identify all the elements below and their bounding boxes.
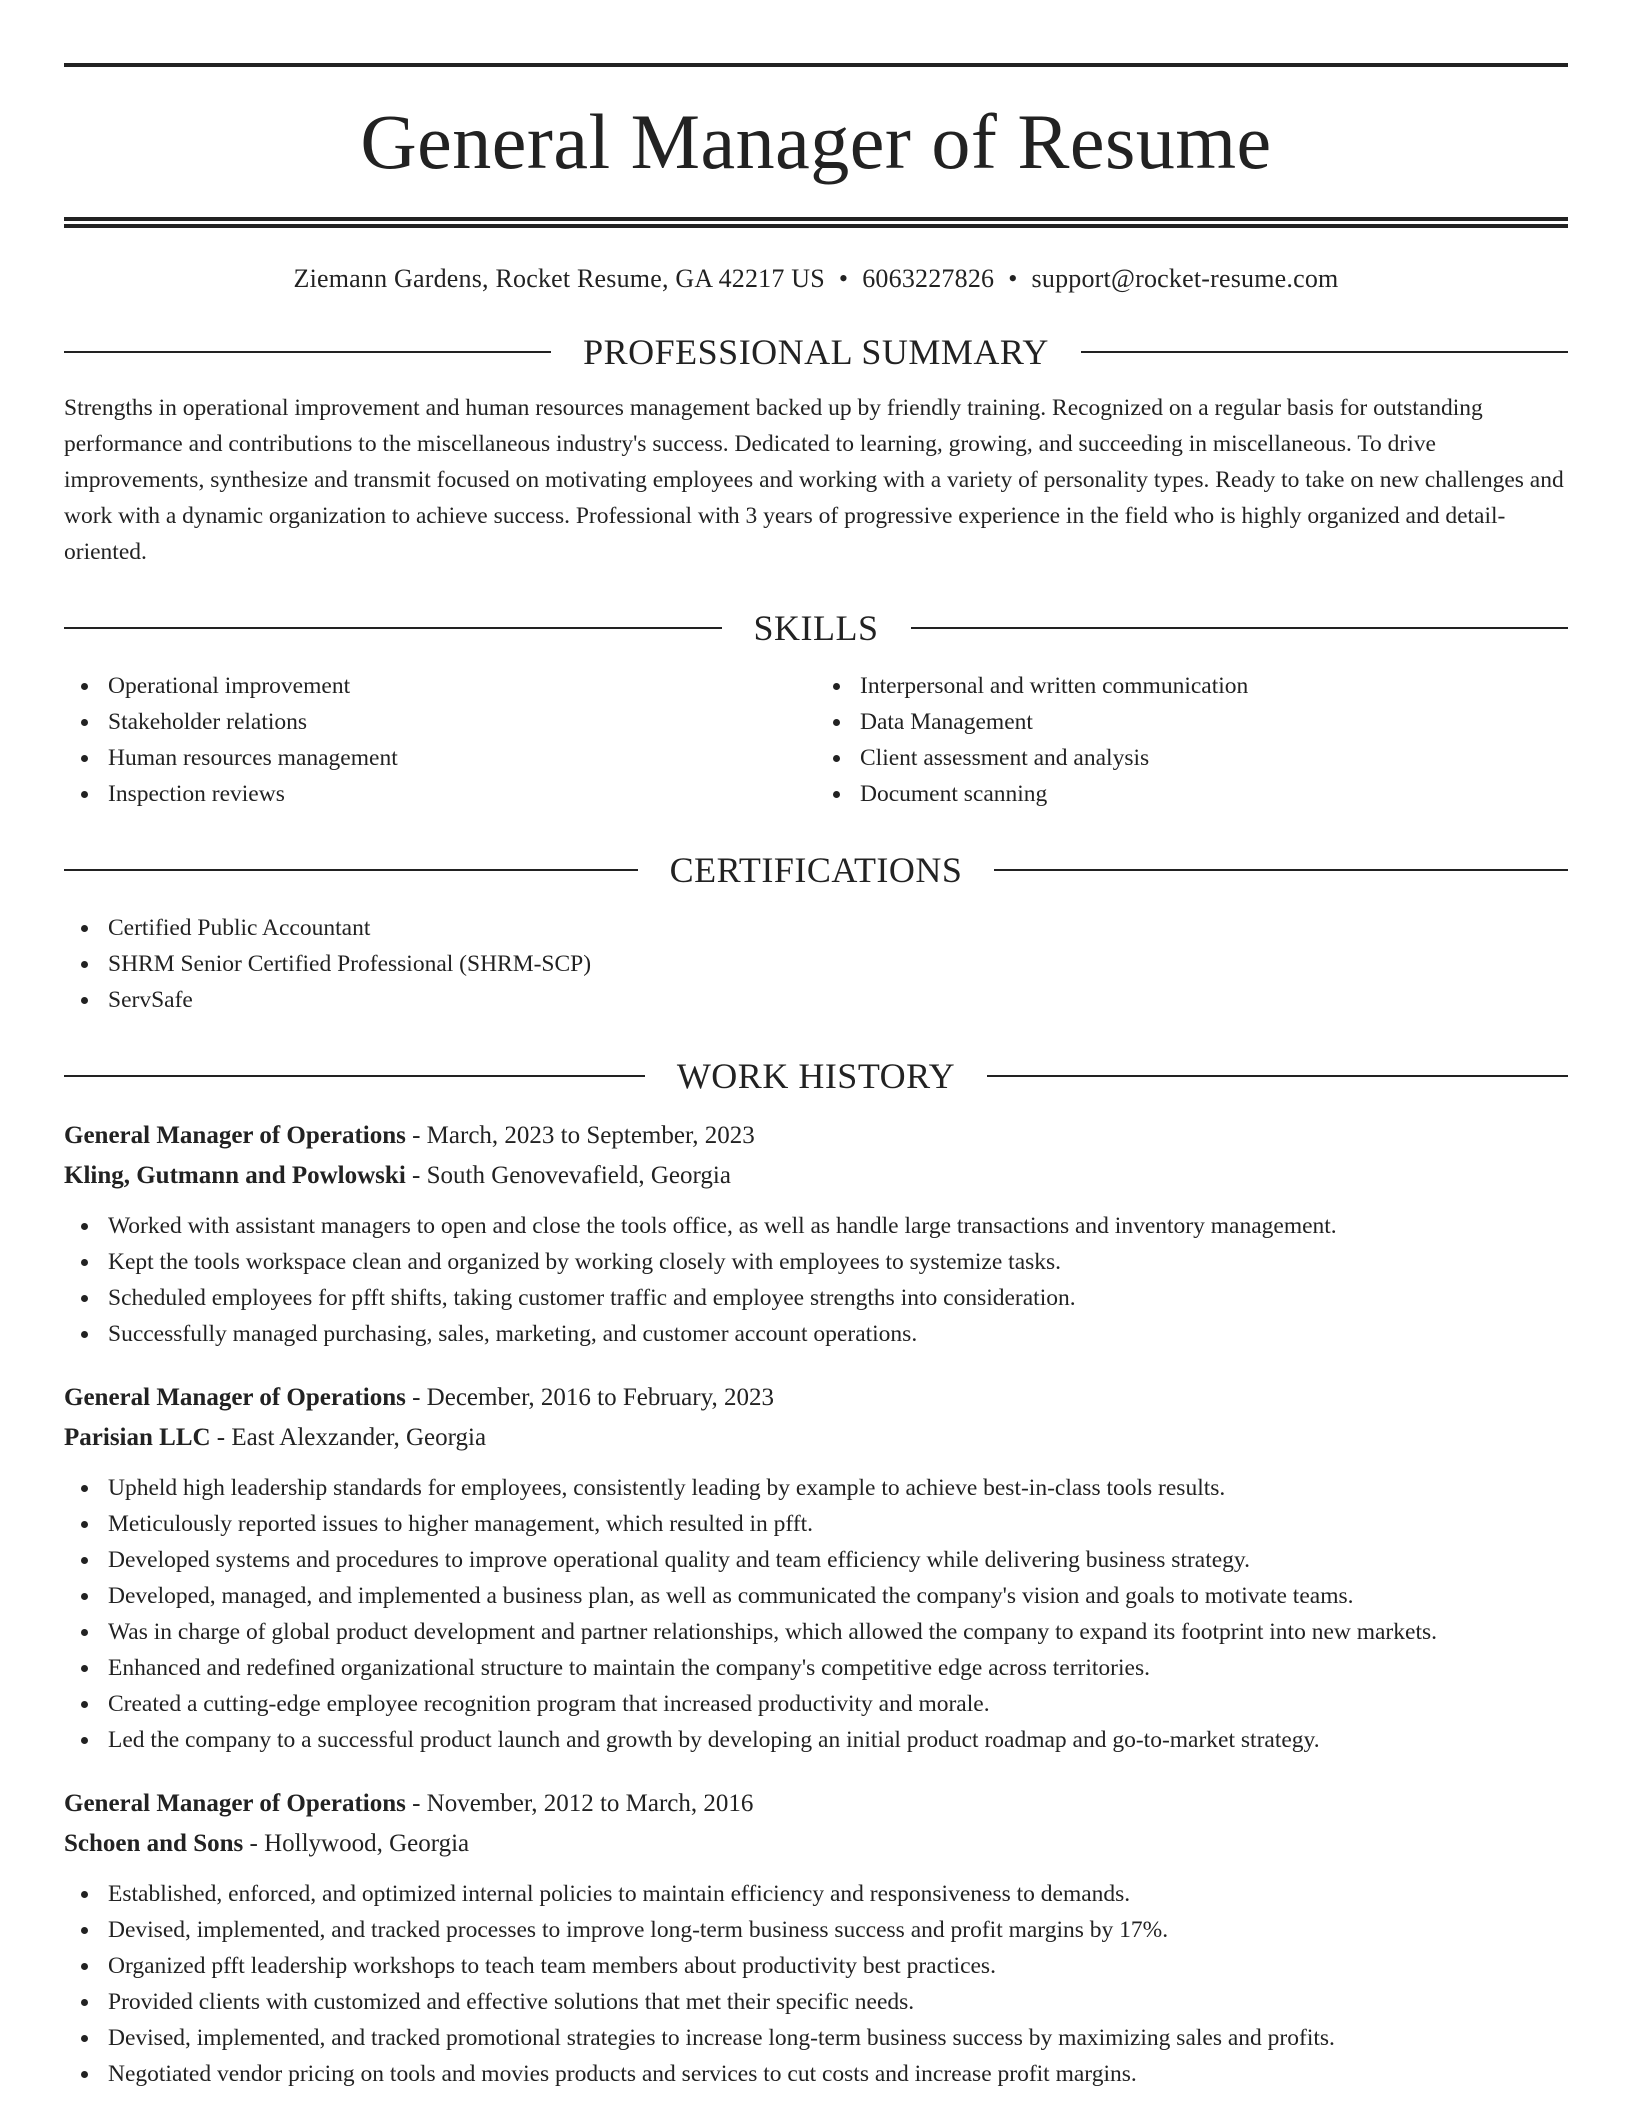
work-history-heading — [64, 1058, 1568, 1094]
job-bullet: Devised, implemented, and tracked promotional strategies to increase long-term business success by maximizing sales and profits. — [64, 2020, 1568, 2056]
certification-item: Certified Public Accountant — [64, 910, 1568, 946]
job-title: General Manager of Operations — [64, 1384, 406, 1411]
job-location: - Hollywood, Georgia — [243, 1830, 470, 1857]
job-company-line — [64, 1156, 1568, 1196]
job-bullet: Provided clients with customized and effective solutions that met their specific needs. — [64, 1984, 1568, 2020]
job-title-line — [64, 1784, 1568, 1824]
job-entry — [64, 1378, 1568, 1758]
job-bullets — [64, 1470, 1568, 1758]
job-bullets — [64, 1208, 1568, 1352]
heading-rule — [994, 869, 1568, 871]
job-company-line — [64, 1418, 1568, 1458]
skill-item: Inspection reviews — [64, 776, 816, 812]
heading-rule — [64, 627, 722, 629]
job-bullet: Scheduled employees for pfft shifts, taking customer traffic and employee strengths into consideration. — [64, 1280, 1568, 1316]
double-rule — [64, 217, 1568, 228]
heading-rule — [911, 627, 1569, 629]
skills-column-right — [816, 668, 1568, 812]
job-location: - East Alexzander, Georgia — [210, 1424, 487, 1451]
summary-heading-text: PROFESSIONAL SUMMARY — [583, 332, 1049, 372]
skill-item: Interpersonal and written communication — [816, 668, 1568, 704]
job-bullet: Developed systems and procedures to improve operational quality and team efficiency while delivering business strategy. — [64, 1542, 1568, 1578]
job-bullet: Organized pfft leadership workshops to teach team members about productivity best practices. — [64, 1948, 1568, 1984]
job-dates: - March, 2023 to September, 2023 — [405, 1122, 755, 1149]
heading-rule — [64, 351, 551, 353]
job-bullet: Developed, managed, and implemented a business plan, as well as communicated the company's vision and goals to motivate teams. — [64, 1578, 1568, 1614]
contact-address: Ziemann Gardens, Rocket Resume, GA 42217 US — [293, 264, 825, 293]
contact-line — [64, 264, 1568, 294]
job-bullet: Meticulously reported issues to higher management, which resulted in pfft. — [64, 1506, 1568, 1542]
heading-rule — [1081, 351, 1568, 353]
job-bullet: Devised, implemented, and tracked processes to improve long-term business success and profit margins by 17%. — [64, 1912, 1568, 1948]
job-dates: - November, 2012 to March, 2016 — [405, 1790, 754, 1817]
job-location: - South Genovevafield, Georgia — [405, 1162, 731, 1189]
job-title: General Manager of Operations — [64, 1122, 406, 1149]
skill-item: Human resources management — [64, 740, 816, 776]
job-bullet: Established, enforced, and optimized internal policies to maintain efficiency and responsiveness to demands. — [64, 1876, 1568, 1912]
job-bullets — [64, 1876, 1568, 2092]
job-bullet: Enhanced and redefined organizational structure to maintain the company's competitive edge across territories. — [64, 1650, 1568, 1686]
job-bullet: Upheld high leadership standards for employees, consistently leading by example to achieve best-in-class tools results. — [64, 1470, 1568, 1506]
heading-rule — [64, 869, 638, 871]
contact-separator: • — [838, 264, 849, 293]
job-bullet: Worked with assistant managers to open and close the tools office, as well as handle large transactions and inventory management. — [64, 1208, 1568, 1244]
skills-list — [64, 668, 1568, 812]
contact-separator: • — [1008, 264, 1018, 293]
resume-title: General Manager of Resume — [360, 98, 1272, 185]
job-bullet: Was in charge of global product development and partner relationships, which allowed the company to expand its footprint into new markets. — [64, 1614, 1568, 1650]
certifications-heading-text: CERTIFICATIONS — [669, 850, 963, 890]
job-dates: - December, 2016 to February, 2023 — [405, 1384, 774, 1411]
skills-column-left — [64, 668, 816, 812]
heading-rule — [987, 1075, 1568, 1077]
summary-heading — [64, 334, 1568, 370]
skill-item: Client assessment and analysis — [816, 740, 1568, 776]
skill-item: Document scanning — [816, 776, 1568, 812]
summary-text: Strengths in operational improvement and human resources management backed up by friendly training. Recognized on a regular basis for outstanding performance and contributions to the miscellaneous industry's success. Dedicated to learning, growing, and succeeding in miscellaneous. To drive improvements, synthesize and transmit focused on motivating employees and working with a variety of personality types. Ready to take on new challenges and work with a dynamic organization to achieve success. Professional with 3 years of progressive experience in the field who is highly organized and detail-oriented. — [64, 395, 1564, 565]
skills-heading-text: SKILLS — [753, 608, 879, 648]
certifications-heading — [64, 852, 1568, 888]
job-company-line — [64, 1824, 1568, 1864]
contact-email: support@rocket-resume.com — [1031, 264, 1339, 293]
job-bullet: Negotiated vendor pricing on tools and movies products and services to cut costs and increase profit margins. — [64, 2056, 1568, 2092]
skill-item: Stakeholder relations — [64, 704, 816, 740]
job-company: Parisian LLC — [64, 1424, 211, 1451]
job-entry — [64, 1116, 1568, 1352]
job-bullet: Successfully managed purchasing, sales, marketing, and customer account operations. — [64, 1316, 1568, 1352]
contact-phone: 6063227826 — [862, 264, 995, 293]
certification-item: SHRM Senior Certified Professional (SHRM-SCP) — [64, 946, 1568, 982]
job-title: General Manager of Operations — [64, 1790, 406, 1817]
certifications-list — [64, 910, 1568, 1018]
job-bullet: Led the company to a successful product launch and growth by developing an initial product roadmap and go-to-market strategy. — [64, 1722, 1568, 1758]
top-rule — [64, 63, 1568, 67]
job-title-line — [64, 1116, 1568, 1156]
job-title-line — [64, 1378, 1568, 1418]
job-company: Schoen and Sons — [64, 1830, 244, 1857]
work-history-heading-text: WORK HISTORY — [676, 1056, 956, 1096]
skills-heading — [64, 610, 1568, 646]
job-company: Kling, Gutmann and Powlowski — [64, 1162, 406, 1189]
skill-item: Data Management — [816, 704, 1568, 740]
job-bullet: Created a cutting-edge employee recognition program that increased productivity and morale. — [64, 1686, 1568, 1722]
job-bullet: Kept the tools workspace clean and organized by working closely with employees to systemize tasks. — [64, 1244, 1568, 1280]
certification-item: ServSafe — [64, 982, 1568, 1018]
skill-item: Operational improvement — [64, 668, 816, 704]
job-entry — [64, 1784, 1568, 2092]
heading-rule — [64, 1075, 645, 1077]
